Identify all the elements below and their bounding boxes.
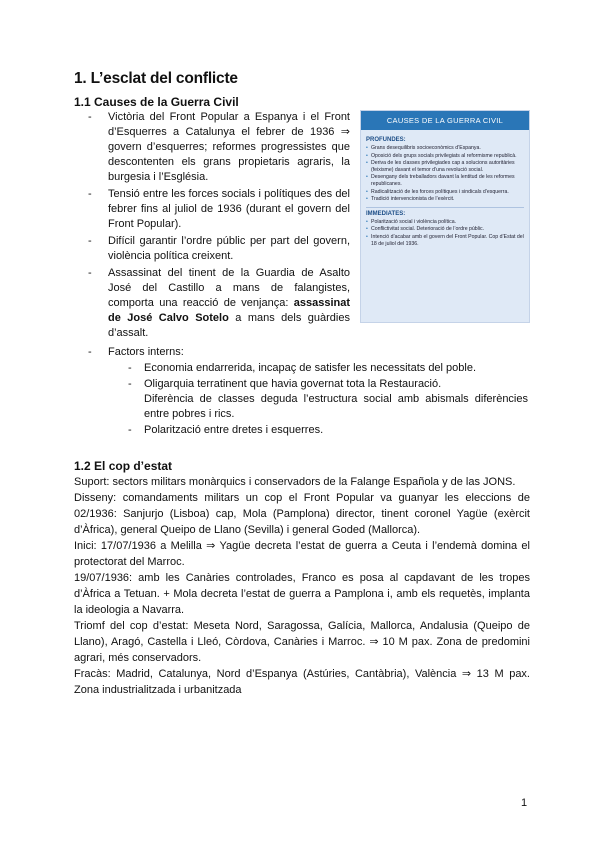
list-item: - Polarització entre dretes i esquerres. xyxy=(128,424,324,436)
infobox-item: • Tradició intervencionista de l’exèrcit. xyxy=(366,196,524,203)
list-item-text: Oligarquia terratinent que havia governat tota la Restauració. xyxy=(144,378,442,390)
list-item-text: a mans dels guàrdies d’assalt. xyxy=(108,312,350,339)
paragraph: Inici: 17/07/1936 a Melilla ⇒ Yagüe decreta l’estat de guerra a Ceuta i l’endemà domina el protectorat del Marroc. xyxy=(74,540,530,568)
infobox-divider xyxy=(366,207,524,208)
paragraph: 19/07/1936: amb les Canàries controlades, Franco es posa al capdavant de les tropes d’Àfrica a Tetuan. + Mola decreta l’estat de guerra a Pamplona i, amb els requetès, implanta la ideologia a Navarra. xyxy=(74,572,530,616)
page-title: 1. L’esclat del conflicte xyxy=(74,70,238,87)
paragraph: Triomf del cop d’estat: Meseta Nord, Saragossa, Galícia, Mallorca, Andalusia (Queipo de Llano), Aragó, Castella i Lleó, Còrdova, Canàries i Marroc. ⇒ 10 M pax. Zona de predomini agrari, més conservadors. xyxy=(74,620,530,664)
section-1-title: 1.1 Causes de la Guerra Civil xyxy=(74,95,239,109)
bold-text: assassinat de José Calvo Sotelo xyxy=(108,297,350,324)
list-item-continuation xyxy=(128,392,528,422)
infobox-immediates-label: IMMEDIATES: xyxy=(366,210,406,217)
infobox-title: CAUSES DE LA GUERRA CIVIL xyxy=(361,111,529,130)
list-item: - Oligarquia terratinent que havia governat tota la Restauració. xyxy=(128,378,442,390)
list-item: - Victòria del Front Popular a Espanya i el Front d’Esquerres a Catalunya el febrer de 1936 ⇒ govern d’esquerres; reformes progressistes que descontenten els grans propietaris agraris, la burgesia i l’Església. xyxy=(88,111,350,183)
paragraph: Suport: sectors militars monàrquics i conservadors de la Falange Española y de las JONS. xyxy=(74,476,516,488)
infobox-item: • Intenció d’acabar amb el govern del Front Popular. Cop d’Estat del 18 de juliol del 1936. xyxy=(366,234,524,247)
list-item-text: Diferència de classes deguda l’estructura social amb abismals diferències entre pobres i rics. xyxy=(144,393,528,420)
list-item-text: Assassinat del tinent de la Guardia de Asalto José del Castillo a mans de falangistes, comporta una reacció de venjança: xyxy=(108,267,350,309)
infobox-item: • Grans desequilibris socioeconòmics d’Espanya. xyxy=(366,145,524,152)
infobox-item: • Desengany dels treballadors davant la lentitud de les reformes republicanes. xyxy=(366,174,524,187)
infobox-item: • Oposició dels grups socials privilegiats al reformisme republicà. xyxy=(366,153,524,160)
internal-factors xyxy=(88,345,528,439)
list-item: - Tensió entre les forces socials i polítiques des del febrer fins al juliol de 1936 (durant el govern del Front Popular). xyxy=(88,188,350,230)
causes-list xyxy=(88,110,350,343)
infobox-profundes-list xyxy=(366,145,524,203)
section-2-title: 1.2 El cop d’estat xyxy=(74,459,173,473)
infobox-item: • Deriva de les classes privilegiades cap a solucions autoritàries (feixisme) davant el temor d’una revolució social. xyxy=(366,160,524,173)
list-item-text: Victòria del Front Popular a Espanya i el Front d’Esquerres a Catalunya el febrer de 1936 ⇒ govern d’esquerres; reformes progressistes que descontenten els grans propietaris agraris, la burgesia i l’Església. xyxy=(108,111,350,183)
factors-list xyxy=(88,361,528,438)
list-item-text: Economia endarrerida, incapaç de satisfer les necessitats del poble. xyxy=(144,362,477,374)
infobox-item: • Conflictivitat social. Deterioració de l’ordre públic. xyxy=(366,226,524,233)
infobox-immediates-list xyxy=(366,219,524,247)
coup-section-body xyxy=(74,474,530,698)
list-item-text: Difícil garantir l’ordre públic per part del govern, violència política creixent. xyxy=(108,235,350,262)
list-item-text: Tensió entre les forces socials i polítiques des del febrer fins al juliol de 1936 (durant el govern del Front Popular). xyxy=(108,188,350,230)
page-number: 1 xyxy=(521,797,528,809)
list-item: - Factors interns: xyxy=(88,346,184,358)
factors-label: Factors interns: xyxy=(108,346,184,358)
list-item: - Difícil garantir l’ordre públic per part del govern, violència política creixent. xyxy=(88,235,350,262)
paragraph: Disseny: comandaments militars un cop el Front Popular va guanyar les eleccions de 02/1936: Sanjurjo (Lisboa) cap, Mola (Pamplona) director, tinent coronel Yagüe (exèrcit d’Àfrica), general Queipo de Llano (Sevilla) i general Goded (Mallorca). xyxy=(74,492,530,536)
causes-infobox xyxy=(360,110,530,323)
infobox-item: • Polarització social i violència política. xyxy=(366,219,524,226)
list-item: - Assassinat del tinent de la Guardia de Asalto José del Castillo a mans de falangistes, comporta una reacció de venjança: assassinat de José Calvo Sotelo a mans dels guàrdies d’assalt. xyxy=(88,267,350,339)
list-item-text: Polarització entre dretes i esquerres. xyxy=(144,424,324,436)
paragraph: Fracàs: Madrid, Catalunya, Nord d’Espanya (Astúries, Cantàbria), València ⇒ 13 M pax. Zona industrialitzada i urbanitzada xyxy=(74,668,530,696)
infobox-item: • Radicalització de les forces polítiques i sindicals d’esquerra. xyxy=(366,189,524,196)
infobox-profundes-label: PROFUNDES: xyxy=(366,137,406,143)
list-item: - Economia endarrerida, incapaç de satisfer les necessitats del poble. xyxy=(128,362,477,374)
